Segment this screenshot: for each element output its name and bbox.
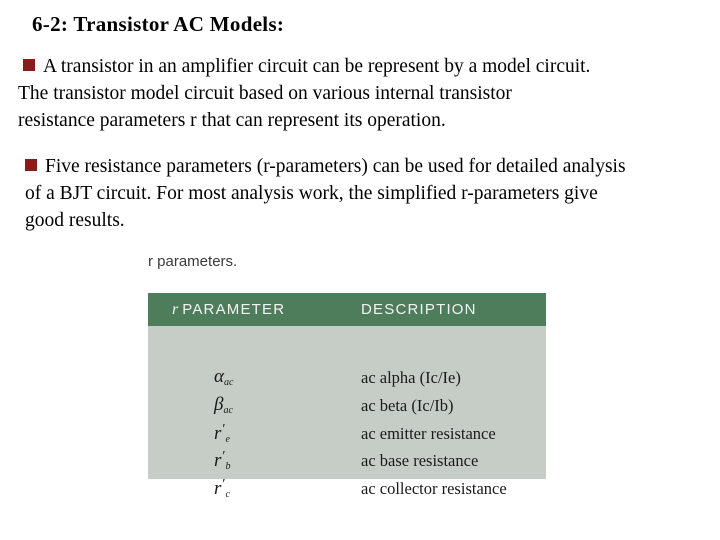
slide-title: 6-2: Transistor AC Models: bbox=[32, 12, 285, 36]
parameter-symbol bbox=[214, 449, 230, 472]
symbol-base: r bbox=[214, 423, 222, 444]
paragraph-line: good results. bbox=[25, 210, 125, 231]
symbol-base: α bbox=[214, 366, 224, 387]
parameter-description: ac alpha (Ic/Ie) bbox=[361, 368, 461, 387]
paragraph-line bbox=[18, 53, 590, 80]
paragraph-model-circuit bbox=[18, 53, 590, 134]
symbol-subscript: b bbox=[225, 461, 231, 472]
symbol-prime: ′ bbox=[222, 422, 226, 437]
header-description: DESCRIPTION bbox=[361, 301, 477, 318]
table-row bbox=[148, 475, 546, 502]
parameter-symbol bbox=[214, 394, 233, 416]
paragraph-line: The transistor model circuit based on various internal transistor bbox=[18, 83, 512, 104]
table-row bbox=[148, 447, 546, 474]
symbol-base: r bbox=[214, 450, 222, 471]
symbol-prime: ′ bbox=[222, 449, 226, 464]
header-prefix: r bbox=[172, 301, 179, 318]
symbol-base: β bbox=[214, 394, 224, 415]
header-parameter-label: PARAMETER bbox=[182, 301, 286, 318]
figure-caption: r parameters. bbox=[148, 253, 238, 270]
table-row bbox=[148, 420, 546, 447]
table-row bbox=[148, 392, 546, 419]
parameter-description: ac base resistance bbox=[361, 451, 479, 470]
symbol-subscript: e bbox=[225, 434, 230, 445]
symbol-subscript: ac bbox=[223, 405, 233, 416]
r-parameters-table bbox=[148, 293, 546, 500]
square-bullet-icon bbox=[25, 159, 37, 171]
table-header bbox=[148, 293, 546, 326]
symbol-prime: ′ bbox=[222, 477, 226, 492]
symbol-subscript: ac bbox=[223, 377, 234, 388]
paragraph-line bbox=[25, 153, 626, 180]
parameter-symbol bbox=[214, 422, 230, 445]
symbol-subscript: c bbox=[225, 489, 230, 500]
parameter-symbol bbox=[214, 366, 233, 388]
paragraph-line: of a BJT circuit. For most analysis work, the simplified r-parameters give bbox=[25, 183, 598, 204]
paragraph-text: Five resistance parameters (r-parameters) can be used for detailed analysis bbox=[45, 156, 626, 177]
parameter-description: ac emitter resistance bbox=[361, 424, 496, 443]
paragraph-r-parameters bbox=[25, 153, 626, 234]
table-row bbox=[148, 364, 546, 391]
header-parameter bbox=[172, 301, 285, 319]
paragraph-line: resistance parameters r that can represent its operation. bbox=[18, 110, 446, 131]
parameter-description: ac collector resistance bbox=[361, 479, 507, 498]
paragraph-text: A transistor in an amplifier circuit can be represent by a model circuit. bbox=[43, 56, 591, 77]
symbol-base: r bbox=[214, 478, 222, 499]
parameter-symbol bbox=[214, 477, 230, 500]
parameter-description: ac beta (Ic/Ib) bbox=[361, 396, 454, 415]
square-bullet-icon bbox=[23, 59, 35, 71]
